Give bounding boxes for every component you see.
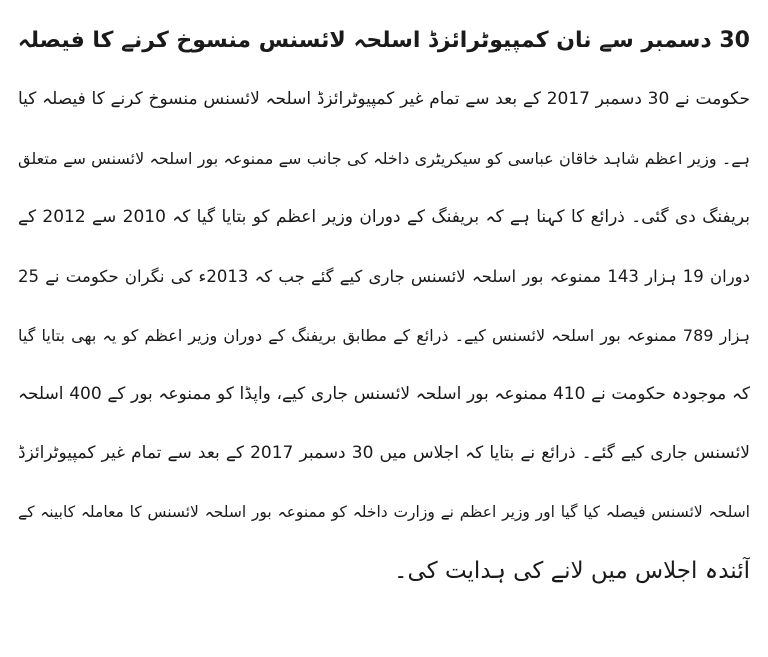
article-line-1: حکومت نے 30 دسمبر 2017 کے بعد سے تمام غیر کمپیوٹرائزڈ اسلحہ لائسنس منسوخ کرنے کا فیصلہ کیا [18, 89, 750, 109]
article-line-7: لائسنس جاری کیے گئے۔ ذرائع نے بتایا کہ اجلاس میں 30 دسمبر 2017 کے بعد سے تمام غیر کمپیوٹرائزڈ [18, 443, 750, 463]
article-body [18, 70, 750, 601]
article-line-4: دوران 19 ہزار 143 ممنوعہ بور اسلحہ لائسنس جاری کیے گئے جب کہ 2013ء کی نگران حکومت نے 25 [18, 267, 750, 286]
article-headline: 30 دسمبر سے نان کمپیوٹرائزڈ اسلحہ لائسنس منسوخ کرنے کا فیصلہ [18, 28, 750, 53]
article-line-8: اسلحہ لائسنس فیصلہ کیا گیا اور وزیر اعظم نے وزارت داخلہ کو ممنوعہ بور اسلحہ لائسنس کا معاملہ کابینہ کے [18, 503, 750, 521]
article-line-5: ہزار 789 ممنوعہ بور اسلحہ لائسنس کیے۔ ذرائع کے مطابق بریفنگ کے دوران وزیر اعظم کو یہ بھی بتایا گیا [18, 326, 750, 345]
article-line-6: کہ موجودہ حکومت نے 410 ممنوعہ بور اسلحہ لائسنس جاری کیے، واپڈا کو ممنوعہ بور کے 400 اسلحہ [18, 384, 750, 404]
article-line-9: آئندہ اجلاس میں لانے کی ہدایت کی۔ [394, 558, 750, 584]
article-line-2: ہے۔ وزیر اعظم شاہد خاقان عباسی کو سیکریٹری داخلہ کی جانب سے ممنوعہ بور اسلحہ لائسنس سے متعلق [18, 149, 750, 168]
article-line-3: بریفنگ دی گئی۔ ذرائع کا کہنا ہے کہ بریفنگ کے دوران وزیر اعظم کو بتایا گیا کہ 2010 سے 2012 کے [18, 207, 750, 227]
news-article [18, 18, 750, 601]
